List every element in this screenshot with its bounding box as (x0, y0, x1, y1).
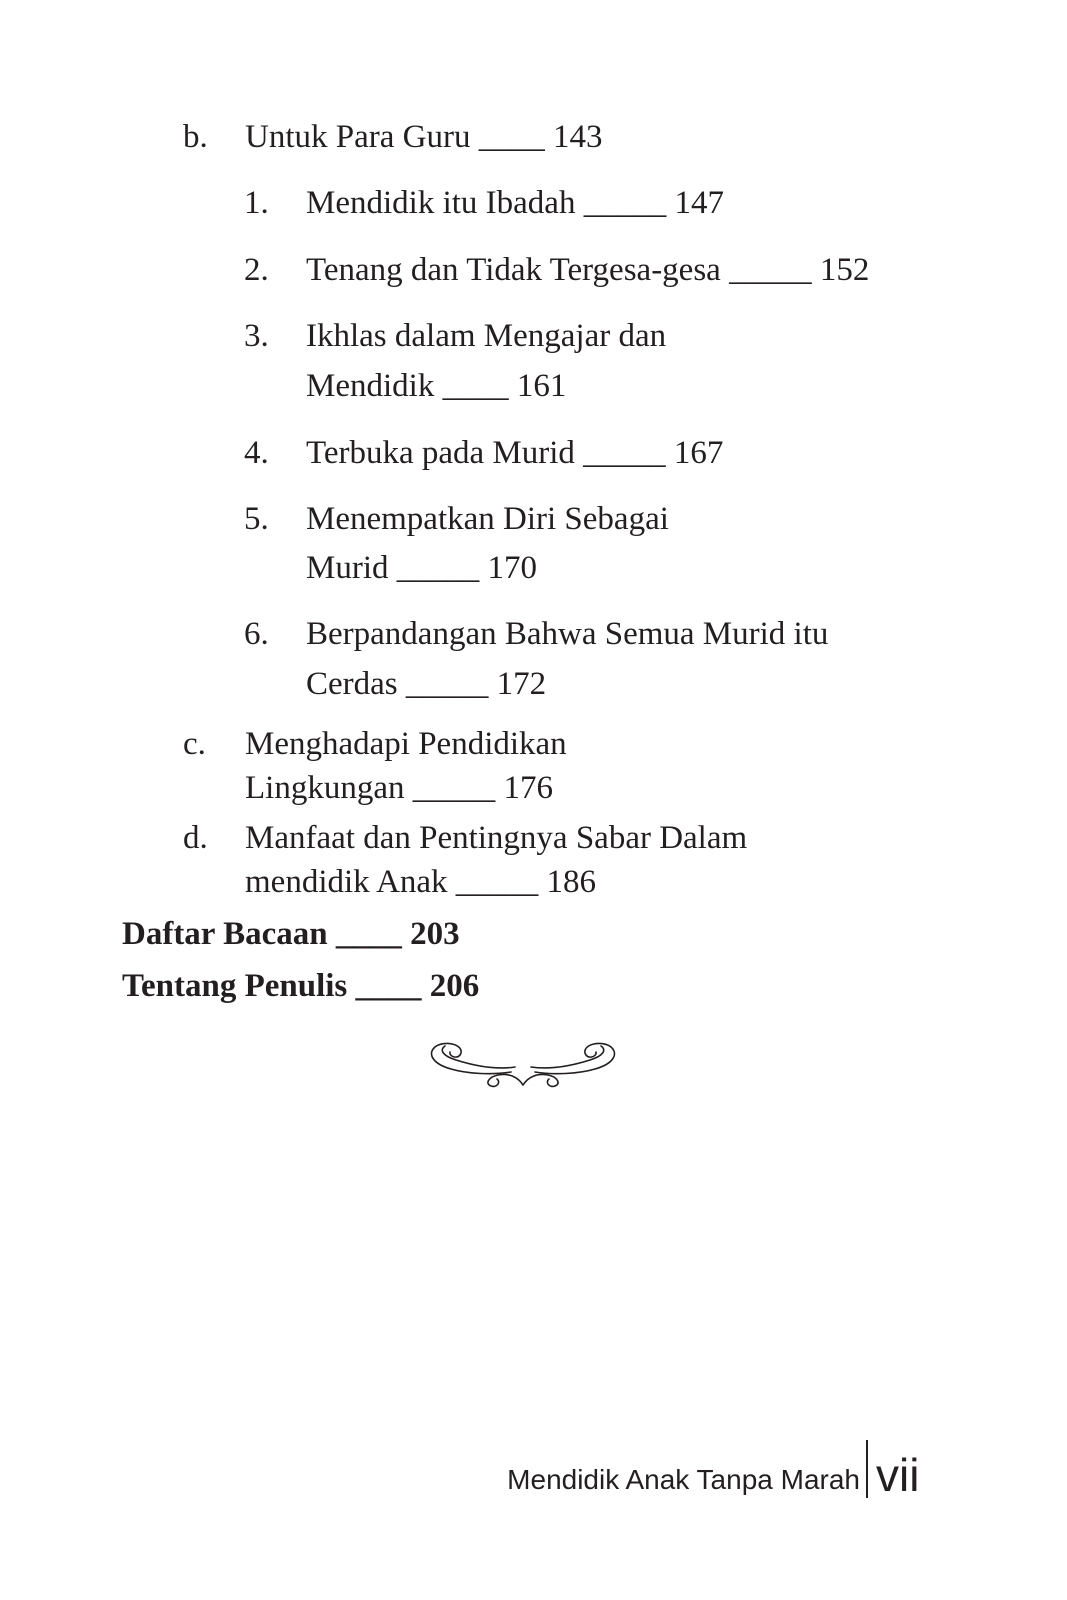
toc-item-6-line-2: Cerdas _____ 172 (306, 666, 547, 702)
toc-item-4-text: Terbuka pada Murid _____ 167 (306, 435, 724, 471)
toc-entry-c-marker: c. (183, 726, 206, 762)
toc-item-1-text: Mendidik itu Ibadah _____ 147 (306, 185, 724, 221)
toc-item-3-line-2: Mendidik ____ 161 (306, 368, 567, 404)
toc-daftar-bacaan: Daftar Bacaan ____ 203 (122, 916, 460, 952)
toc-entry-d-line-2: mendidik Anak _____ 186 (245, 864, 597, 900)
toc-item-1-marker: 1. (244, 185, 269, 221)
toc-item-3-marker: 3. (244, 318, 269, 354)
toc-item-2-text: Tenang dan Tidak Tergesa-gesa _____ 152 (306, 252, 870, 288)
toc-item-4-marker: 4. (244, 435, 269, 471)
toc-entry-c-line-1: Menghadapi Pendidikan (245, 726, 567, 762)
toc-entry-c-line-2: Lingkungan _____ 176 (245, 770, 553, 806)
flourish-divider-icon (423, 1036, 623, 1091)
toc-item-2-marker: 2. (244, 252, 269, 288)
footer-book-title: Mendidik Anak Tanpa Marah (507, 1464, 860, 1495)
toc-item-5-line-1: Menempatkan Diri Sebagai (306, 501, 669, 537)
toc-item-3-line-1: Ikhlas dalam Mengajar dan (306, 318, 667, 354)
toc-item-6-marker: 6. (244, 616, 269, 652)
toc-item-6-line-1: Berpandangan Bahwa Semua Murid itu (306, 616, 829, 652)
footer-page-number: vii (876, 1449, 920, 1501)
footer-divider (866, 1440, 868, 1498)
toc-tentang-penulis: Tentang Penulis ____ 206 (122, 968, 480, 1004)
toc-entry-d-marker: d. (183, 820, 208, 856)
toc-entry-b-marker: b. (183, 119, 208, 155)
toc-item-5-line-2: Murid _____ 170 (306, 550, 537, 586)
toc-item-5-marker: 5. (244, 501, 269, 537)
toc-entry-b-text: Untuk Para Guru ____ 143 (245, 119, 603, 155)
toc-entry-d-line-1: Manfaat dan Pentingnya Sabar Dalam (245, 820, 748, 856)
